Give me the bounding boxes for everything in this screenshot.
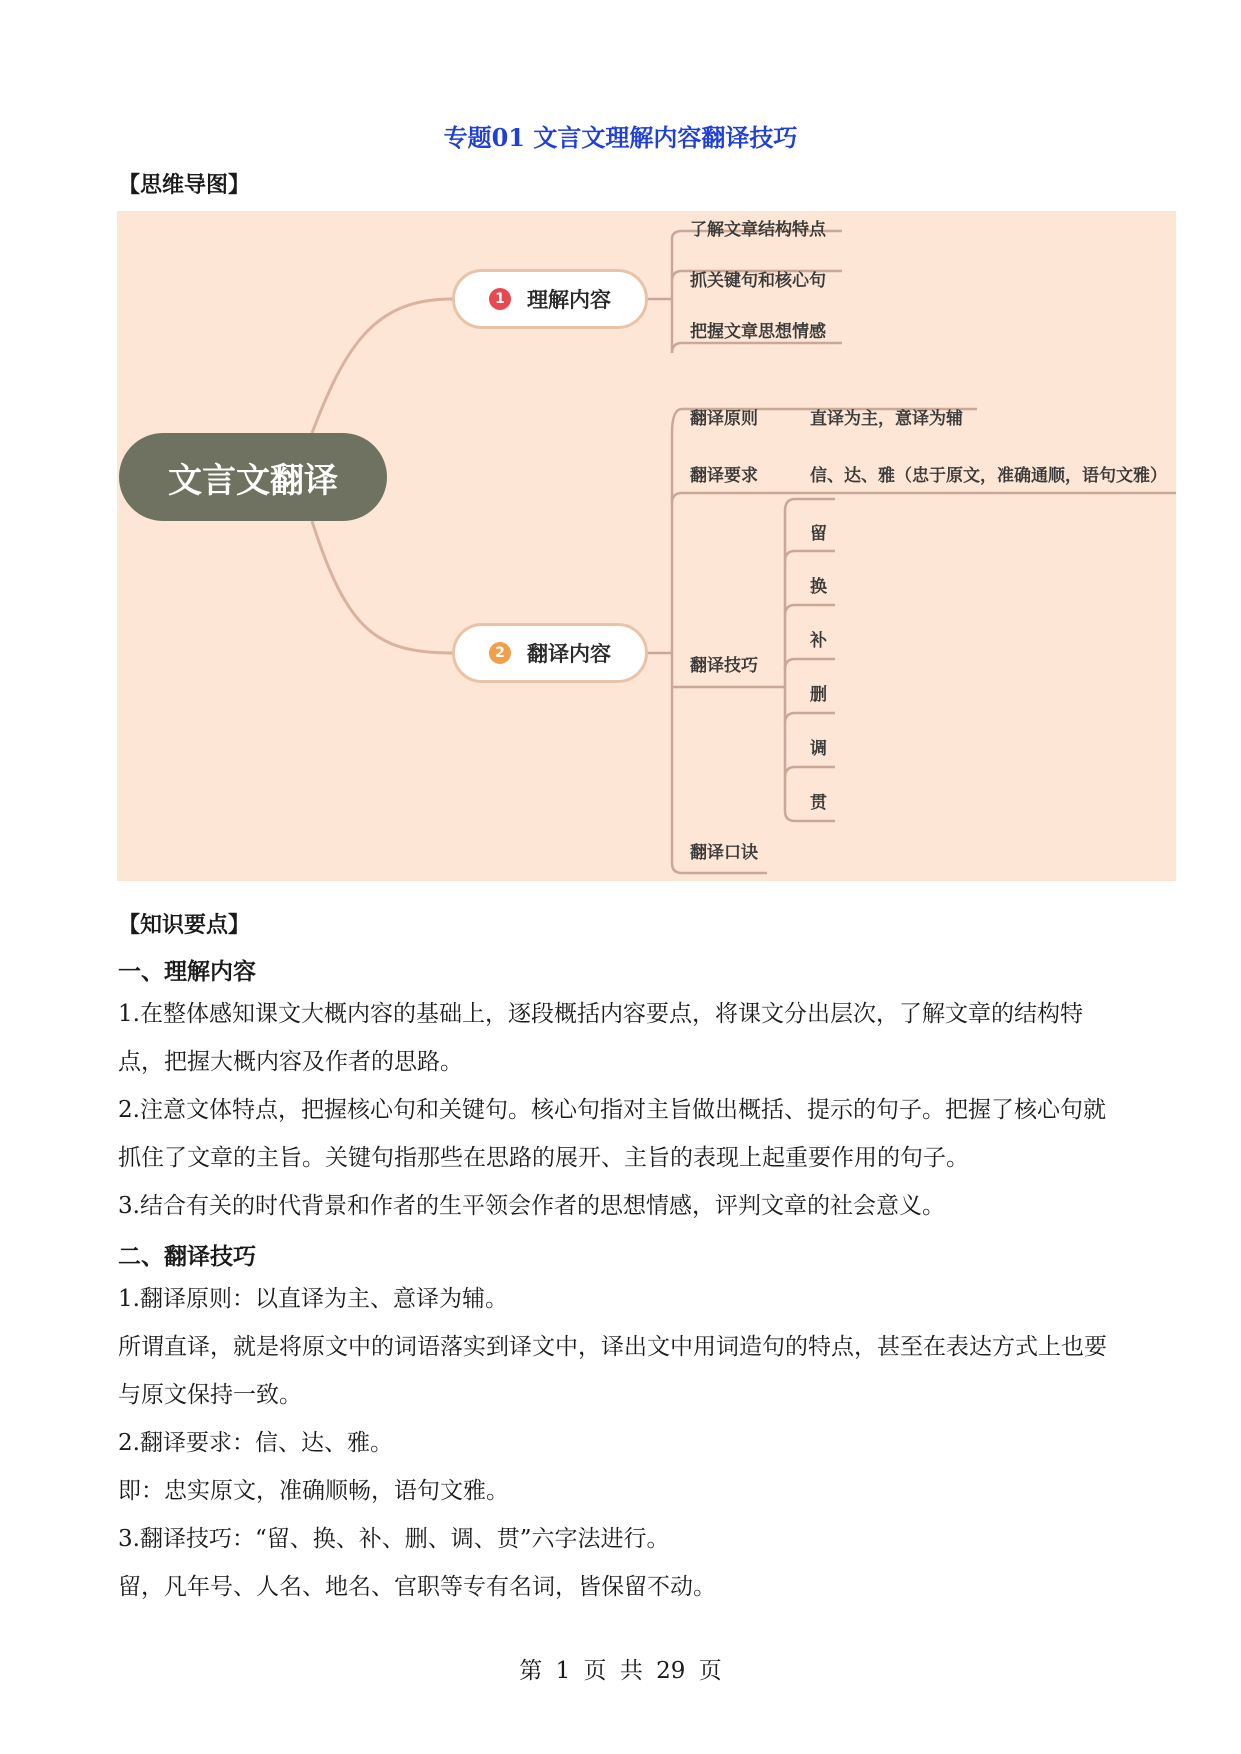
section-heading-translate: 二、翻译技巧 bbox=[118, 1243, 256, 1270]
skill-supplement: 补 bbox=[810, 631, 827, 651]
section1-paragraph-2: 2.注意文体特点，把握核心句和关键句。核心句指对主旨做出概括、提示的句子。把握了核心句就抓住了文章的主旨。关键句指那些在思路的展开、主旨的表现上起重要作用的句子。 bbox=[118, 1097, 1106, 1171]
section2-paragraph-4: 即：忠实原文，准确顺畅，语句文雅。 bbox=[118, 1478, 509, 1504]
mindmap-root: 文言文翻译 bbox=[119, 433, 387, 521]
mindmap-branch-understand bbox=[452, 269, 648, 329]
leaf-key-sentences: 抓关键句和核心句 bbox=[690, 271, 826, 291]
skill-delete: 删 bbox=[810, 685, 827, 705]
leaf-rhyme-label: 翻译口诀 bbox=[690, 843, 758, 863]
mindmap-branch-translate bbox=[452, 623, 648, 683]
branch-label: 翻译内容 bbox=[527, 642, 611, 666]
skill-keep: 留 bbox=[810, 524, 827, 544]
section2-paragraph-3: 2.翻译要求：信、达、雅。 bbox=[118, 1430, 393, 1456]
leaf-requirement-label: 翻译要求 bbox=[690, 466, 758, 486]
leaf-emotion: 把握文章思想情感 bbox=[690, 322, 826, 342]
section2-paragraph-1: 1.翻译原则：以直译为主、意译为辅。 bbox=[118, 1286, 508, 1312]
knowledge-tag: 【知识要点】 bbox=[118, 912, 251, 938]
skill-connect: 贯 bbox=[810, 793, 827, 813]
branch-label: 理解内容 bbox=[527, 288, 611, 312]
page-footer: 第 1 页 共 29 页 bbox=[519, 1658, 722, 1684]
section-heading-understand: 一、理解内容 bbox=[118, 958, 256, 985]
leaf-requirement-value: 信、达、雅（忠于原文，准确通顺，语句文雅） bbox=[810, 466, 1167, 486]
mindmap-tag: 【思维导图】 bbox=[118, 172, 251, 198]
mind-map bbox=[117, 211, 1176, 881]
section1-paragraph-3: 3.结合有关的时代背景和作者的生平领会作者的思想情感，评判文章的社会意义。 bbox=[118, 1193, 945, 1219]
skill-replace: 换 bbox=[810, 577, 827, 597]
section2-paragraph-5: 3.翻译技巧：“留、换、补、删、调、贯”六字法进行。 bbox=[118, 1526, 670, 1552]
number-badge-2: 2 bbox=[489, 642, 511, 664]
document-title: 专题01 文言文理解内容翻译技巧 bbox=[443, 123, 798, 152]
leaf-skills-label: 翻译技巧 bbox=[690, 656, 758, 676]
number-badge-1: 1 bbox=[489, 288, 511, 310]
section2-paragraph-2: 所谓直译，就是将原文中的词语落实到译文中，译出文中用词造句的特点，甚至在表达方式上也要与原文保持一致。 bbox=[118, 1334, 1107, 1408]
leaf-principle-label: 翻译原则 bbox=[690, 409, 758, 429]
leaf-principle-value: 直译为主，意译为辅 bbox=[810, 409, 963, 429]
section2-paragraph-6: 留，凡年号、人名、地名、官职等专有名词，皆保留不动。 bbox=[118, 1574, 716, 1600]
leaf-structure: 了解文章结构特点 bbox=[690, 220, 826, 240]
skill-adjust: 调 bbox=[810, 739, 827, 759]
section1-paragraph-1: 1.在整体感知课文大概内容的基础上，逐段概括内容要点，将课文分出层次，了解文章的结构特点，把握大概内容及作者的思路。 bbox=[118, 1001, 1083, 1075]
mind-map-lines bbox=[117, 211, 1176, 881]
